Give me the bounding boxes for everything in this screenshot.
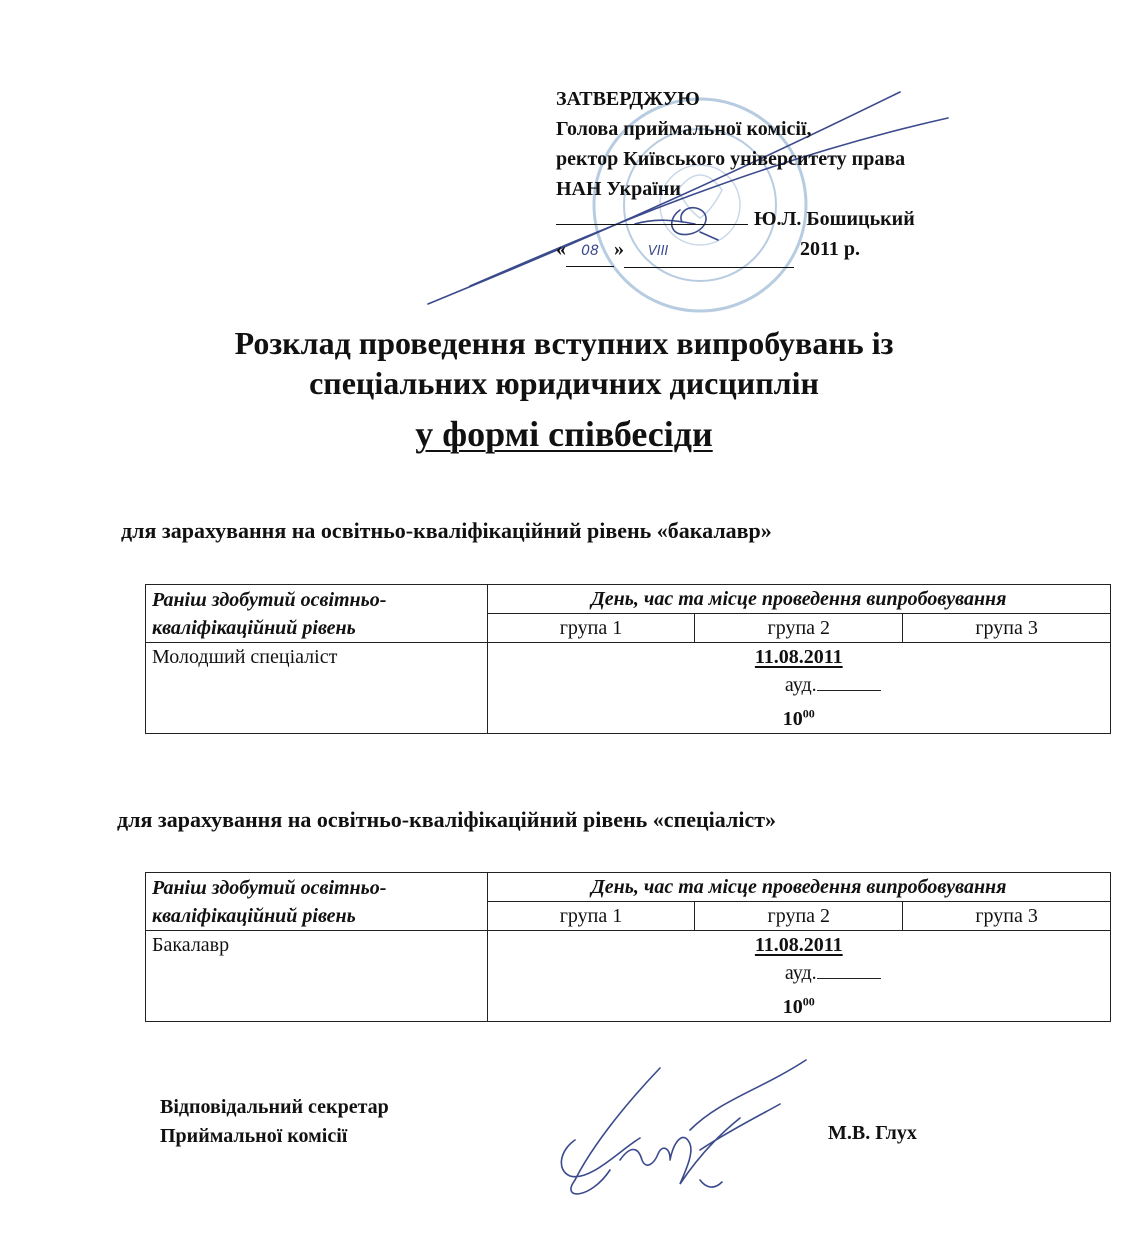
schedule-cell (487, 931, 1110, 1022)
time-minutes: 00 (802, 706, 815, 720)
footer-position-1: Відповідальний секретар (160, 1096, 389, 1118)
auditorium-label: ауд. (784, 674, 817, 696)
secretary-signature (561, 1060, 806, 1194)
col-left-header (146, 873, 488, 931)
table-row (146, 931, 1111, 1022)
time-minutes: 00 (802, 994, 815, 1008)
section-heading-bachelor: для зарахування на освітньо-кваліфікаційний рівень «бакалавр» (121, 518, 772, 543)
group-3-header: група 3 (903, 614, 1111, 643)
table-row (146, 643, 1111, 734)
group-3-header: група 3 (903, 902, 1111, 931)
approval-signature-line (556, 204, 915, 234)
row-label: Бакалавр (146, 931, 488, 1022)
footer-signer: М.В. Глух (828, 1122, 917, 1144)
title-line-3-text: у формі співбесіди (415, 414, 713, 454)
approval-signer: Ю.Л. Бошицький (754, 208, 915, 230)
exam-time (783, 996, 815, 1018)
col-left-header-line-2: кваліфікаційний рівень (152, 617, 356, 639)
auditorium-blank (817, 960, 881, 979)
col-left-header (146, 585, 488, 643)
col-main-header: День, час та місце проведення випробовування (487, 873, 1110, 902)
schedule-cell (487, 643, 1110, 734)
schedule-table-bachelor (145, 584, 1111, 734)
date-close-quote: » (614, 238, 624, 260)
date-open-quote: « (556, 238, 566, 260)
row-label: Молодший спеціаліст (146, 643, 488, 734)
group-1-header: група 1 (487, 902, 695, 931)
auditorium (717, 962, 881, 984)
auditorium-blank (817, 672, 881, 691)
approval-date (556, 234, 915, 268)
date-month: VIII (624, 237, 794, 268)
footer-position-2: Приймальної комісії (160, 1125, 348, 1147)
title-line-2: спеціальних юридичних дисциплін (309, 365, 819, 401)
auditorium-label: ауд. (784, 962, 817, 984)
schedule-table-specialist (145, 872, 1111, 1022)
approval-block (556, 84, 915, 268)
time-hour: 10 (782, 707, 803, 730)
signature-blank (556, 204, 748, 225)
exam-date: 11.08.2011 (754, 934, 843, 956)
exam-date: 11.08.2011 (754, 646, 843, 668)
approval-position-1: Голова приймальної комісії, (556, 118, 812, 140)
title-line-3 (0, 415, 1133, 453)
section-heading-specialist: для зарахування на освітньо-кваліфікаційний рівень «спеціаліст» (117, 807, 777, 832)
group-2-header: група 2 (695, 902, 903, 931)
exam-time (783, 708, 815, 730)
group-2-header: група 2 (695, 614, 903, 643)
table-header-row (146, 585, 1111, 614)
title-line-1: Розклад проведення вступних випробувань із (234, 325, 894, 361)
auditorium (717, 674, 881, 696)
col-main-header: День, час та місце проведення випробовування (487, 585, 1110, 614)
footer-position (160, 1093, 389, 1151)
approval-position-3: НАН України (556, 178, 681, 200)
time-hour: 10 (782, 995, 803, 1018)
approval-position-2: ректор Київського університету права (556, 148, 906, 170)
col-left-header-line-1: Раніш здобутий освітньо- (152, 877, 387, 899)
approval-heading: ЗАТВЕРДЖУЮ (556, 88, 700, 110)
col-left-header-line-1: Раніш здобутий освітньо- (152, 589, 387, 611)
group-1-header: група 1 (487, 614, 695, 643)
table-header-row (146, 873, 1111, 902)
col-left-header-line-2: кваліфікаційний рівень (152, 905, 356, 927)
date-year: 2011 р. (800, 238, 861, 260)
date-day: 08 (566, 236, 614, 267)
